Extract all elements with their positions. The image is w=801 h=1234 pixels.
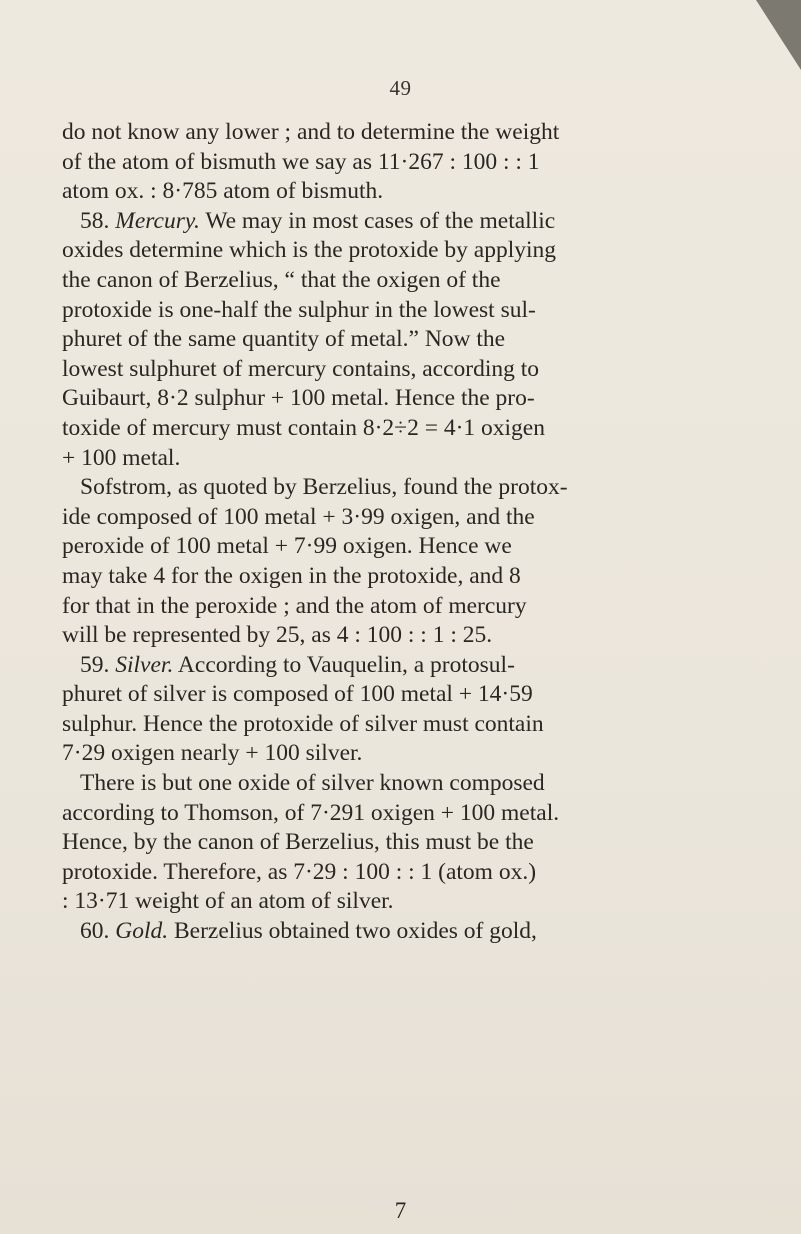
text-line: lowest sulphuret of mercury contains, according to — [62, 355, 540, 382]
text-line: of the atom of bismuth we say as 11·267 : 100 : : 1 — [62, 148, 540, 175]
section-heading-gold: 60. Gold. Berzelius obtained two oxides of gold, — [80, 918, 537, 945]
section-heading-silver: 59. Silver. According to Vauquelin, a protosul- — [80, 651, 515, 678]
text-line: + 100 metal. — [62, 444, 181, 471]
text-line: 7·29 oxigen nearly + 100 silver. — [62, 740, 363, 767]
text-line: toxide of mercury must contain 8·2÷2 = 4·1 oxigen — [62, 414, 545, 441]
text-line: Guibaurt, 8·2 sulphur + 100 metal. Hence the pro- — [62, 385, 535, 412]
text-line: protoxide is one-half the sulphur in the lowest sul- — [62, 296, 536, 323]
text-line: sulphur. Hence the protoxide of silver must contain — [62, 710, 544, 737]
text-line: phuret of silver is composed of 100 metal + 14·59 — [62, 681, 533, 708]
text-line: may take 4 for the oxigen in the protoxide, and 8 — [62, 562, 521, 589]
text-line: will be represented by 25, as 4 : 100 : : 1 : 25. — [62, 622, 493, 649]
text-line: peroxide of 100 metal + 7·99 oxigen. Hence we — [62, 533, 512, 560]
body-text — [62, 118, 760, 947]
text-line: phuret of the same quantity of metal.” Now the — [62, 326, 506, 353]
text-line: : 13·71 weight of an atom of silver. — [62, 888, 394, 915]
section-title-silver: Silver. — [115, 651, 174, 678]
text-line: There is but one oxide of silver known composed — [80, 770, 545, 797]
section-heading-mercury: 58. Mercury. We may in most cases of the metallic — [80, 207, 556, 234]
text-line: oxides determine which is the protoxide by applying — [62, 237, 557, 264]
page-number: 49 — [389, 76, 412, 100]
section-title-mercury: Mercury. — [115, 207, 200, 234]
text-line: the canon of Berzelius, “ that the oxigen of the — [62, 266, 501, 293]
signature-mark: 7 — [394, 1198, 407, 1223]
page-corner-fold — [756, 0, 801, 70]
text-line: for that in the peroxide ; and the atom of mercury — [62, 592, 527, 619]
section-title-gold: Gold. — [115, 918, 169, 945]
text-line: atom ox. : 8·785 atom of bismuth. — [62, 178, 384, 205]
text-line: Hence, by the canon of Berzelius, this must be the — [62, 829, 534, 856]
text-line: protoxide. Therefore, as 7·29 : 100 : : 1 (atom ox.) — [62, 858, 537, 885]
text-line: according to Thomson, of 7·291 oxigen + 100 metal. — [62, 799, 560, 826]
text-line: do not know any lower ; and to determine the weight — [62, 119, 560, 145]
text-line: ide composed of 100 metal + 3·99 oxigen, and the — [62, 503, 535, 530]
text-line: Sofstrom, as quoted by Berzelius, found the protox- — [80, 474, 568, 501]
